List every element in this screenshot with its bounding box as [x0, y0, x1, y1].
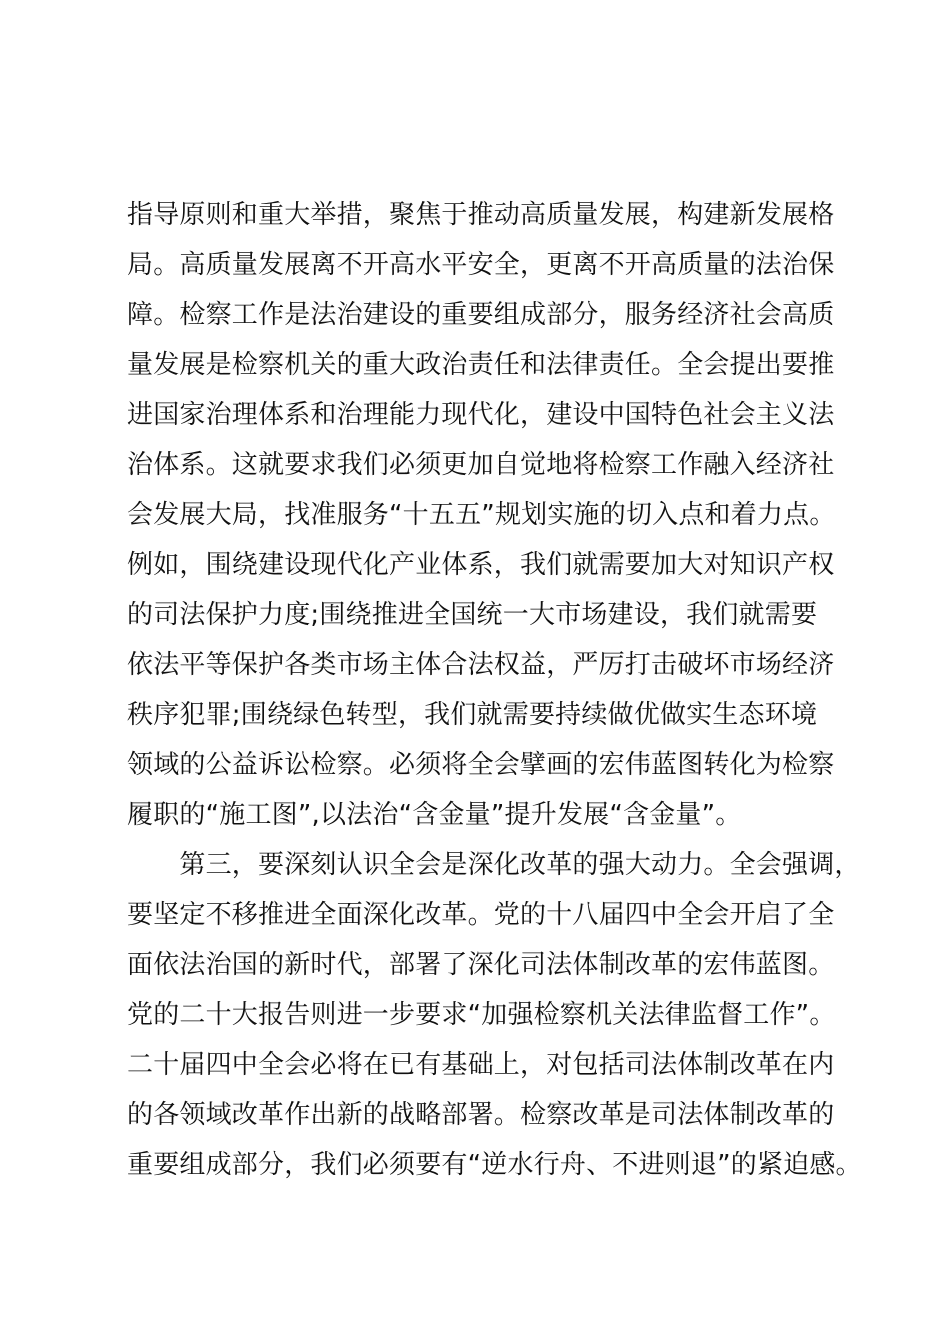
- text-line: 的司法保护力度;围绕推进全国统一大市场建设，我们就需要: [127, 600, 818, 630]
- text-line: 党的二十大报告则进一步要求“加强检察机关法律监督工作”。: [127, 1000, 836, 1030]
- text-line: 局。高质量发展离不开高水平安全，更离不开高质量的法治保: [127, 250, 835, 280]
- text-line: 领域的公益诉讼检察。必须将全会擘画的宏伟蓝图转化为检察: [127, 750, 835, 780]
- text-line: 量发展是检察机关的重大政治责任和法律责任。全会提出要推: [127, 350, 835, 380]
- text-line: 障。检察工作是法治建设的重要组成部分，服务经济社会高质: [127, 300, 835, 330]
- text-line: 二十届四中全会必将在已有基础上，对包括司法体制改革在内: [127, 1050, 835, 1080]
- text-line: 重要组成部分，我们必须要有“逆水行舟、不进则退”的紧迫感。: [127, 1150, 862, 1180]
- text-line: 指导原则和重大举措，聚焦于推动高质量发展，构建新发展格: [127, 200, 835, 230]
- text-line: 秩序犯罪;围绕绿色转型，我们就需要持续做优做实生态环境: [127, 700, 818, 730]
- paragraph-start-line: 第三，要深刻认识全会是深化改革的强大动力。全会强调，: [127, 850, 861, 880]
- text-line: 的各领域改革作出新的战略部署。检察改革是司法体制改革的: [127, 1100, 835, 1130]
- text-line: 面依法治国的新时代，部署了深化司法体制改革的宏伟蓝图。: [127, 950, 835, 980]
- text-line: 依法平等保护各类市场主体合法权益，严厉打击破坏市场经济: [127, 650, 835, 680]
- text-line: 进国家治理体系和治理能力现代化，建设中国特色社会主义法: [127, 400, 835, 430]
- text-line: 履职的“施工图”,以法治“含金量”提升发展“含金量”。: [127, 800, 742, 830]
- text-line: 会发展大局，找准服务“十五五”规划实施的切入点和着力点。: [127, 500, 836, 530]
- text-line: 例如，围绕建设现代化产业体系，我们就需要加大对知识产权: [127, 550, 835, 580]
- text-line: 治体系。这就要求我们必须更加自觉地将检察工作融入经济社: [127, 450, 835, 480]
- text-line: 要坚定不移推进全面深化改革。党的十八届四中全会开启了全: [127, 900, 835, 930]
